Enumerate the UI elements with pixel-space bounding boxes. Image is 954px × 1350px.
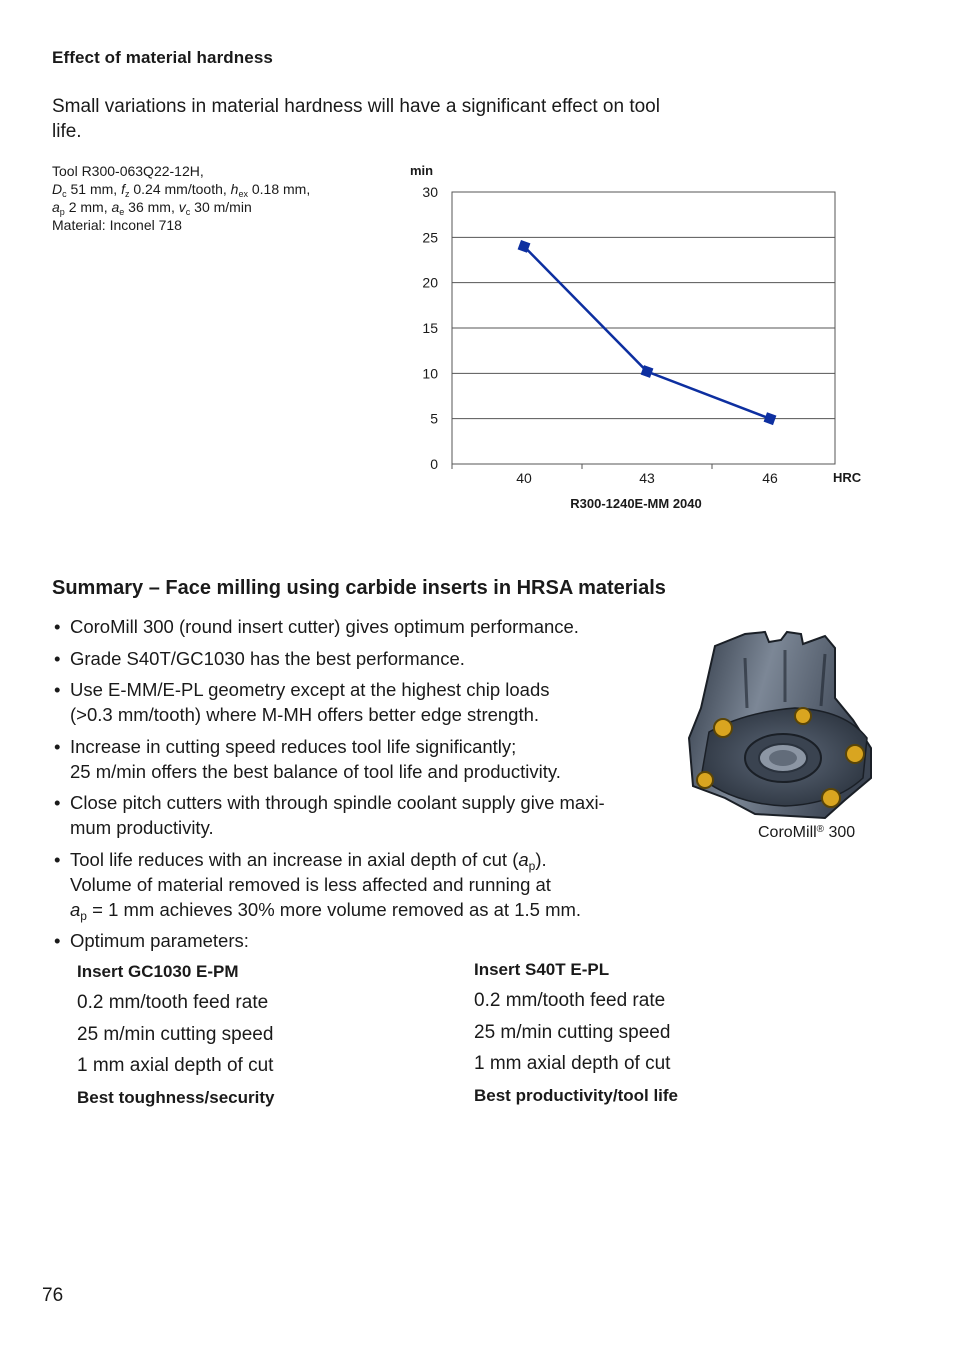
image-caption: CoroMill® 300	[758, 824, 856, 841]
params-s40t	[474, 958, 804, 1108]
params-heading: Insert S40T E-PL	[474, 960, 610, 979]
insert-icon	[846, 745, 864, 763]
insert-icon	[714, 719, 732, 737]
summary-list	[52, 614, 672, 960]
params-heading: Insert GC1030 E-PM	[77, 962, 239, 981]
tool-life-chart	[400, 155, 880, 525]
insert-icon	[697, 772, 713, 788]
list-item: • Close pitch cutters with through spindle coolant supply give maxi- mum productivity.	[54, 792, 605, 838]
params-footer: Best productivity/tool life	[474, 1085, 679, 1105]
section-heading: Effect of material hardness	[52, 48, 273, 67]
tool-info	[52, 162, 310, 234]
coromill-cutter-image	[685, 628, 875, 820]
params-speed: 25 m/min cutting speed	[474, 1021, 671, 1043]
list-item: • Use E-MM/E-PL geometry except at the highest chip loads (>0.3 mm/tooth) where M-MH offers better edge strength.	[54, 679, 550, 725]
y-axis-label: min	[410, 163, 434, 178]
y-tick-label: 15	[422, 320, 438, 336]
data-point	[764, 412, 777, 425]
intro-text: Small variations in material hardness will have a significant effect on tool life.	[52, 96, 660, 142]
y-tick-label: 0	[430, 456, 438, 472]
params-feed: 0.2 mm/tooth feed rate	[77, 992, 269, 1013]
summary-heading: Summary – Face milling using carbide inserts in HRSA materials	[52, 577, 666, 599]
tool-line3: $a_p$ 2 mm, $a_e$ 36 mm, $v_c$ 30 m/min	[52, 199, 252, 217]
x-tick-label: 40	[516, 470, 532, 486]
params-speed: 25 m/min cutting speed	[77, 1023, 274, 1045]
params-feed: 0.2 mm/tooth feed rate	[474, 990, 666, 1011]
page-number: 76	[42, 1285, 64, 1306]
x-tick-label: 43	[639, 470, 655, 486]
params-gc1030	[77, 960, 407, 1110]
y-tick-label: 20	[422, 274, 438, 291]
y-tick-label: 30	[422, 184, 438, 200]
list-item: • Grade S40T/GC1030 has the best performance.	[54, 647, 465, 669]
tool-line2: $D_c$ 51 mm, $f_z$ 0.24 mm/tooth, $h_{ex}$ 0.18 mm,	[52, 181, 311, 199]
params-footer: Best toughness/security	[77, 1087, 275, 1107]
tool-line1: Tool R300-063Q22-12H,	[52, 163, 204, 179]
insert-icon	[795, 708, 811, 724]
y-tick-label: 25	[422, 229, 438, 246]
list-item: • Tool life reduces with an increase in axial depth of cut $(a_p)$. Volume of material removed is less affected and running at $a_p = 1$ mm achieves 30% more volume removed as at 1.5 mm.	[54, 848, 582, 923]
series-line	[524, 246, 770, 418]
y-tick-label: 10	[422, 365, 438, 382]
insert-icon	[822, 789, 840, 807]
tool-material: Material: Inconel 718	[52, 217, 182, 233]
y-tick-label: 5	[430, 410, 438, 427]
params-depth: 1 mm axial depth of cut	[474, 1053, 671, 1074]
list-item: • CoroMill 300 (round insert cutter) gives optimum performance.	[54, 616, 579, 637]
list-item: • Optimum parameters:	[54, 930, 249, 951]
list-item: • Increase in cutting speed reduces tool life significantly; 25 m/min offers the best balance of tool life and productivity.	[54, 735, 561, 782]
x-tick-label: 46	[762, 470, 778, 486]
x-axis-label: HRC	[833, 470, 862, 485]
legend-label: R300-1240E-MM 2040	[570, 496, 702, 511]
params-depth: 1 mm axial depth of cut	[77, 1055, 274, 1076]
